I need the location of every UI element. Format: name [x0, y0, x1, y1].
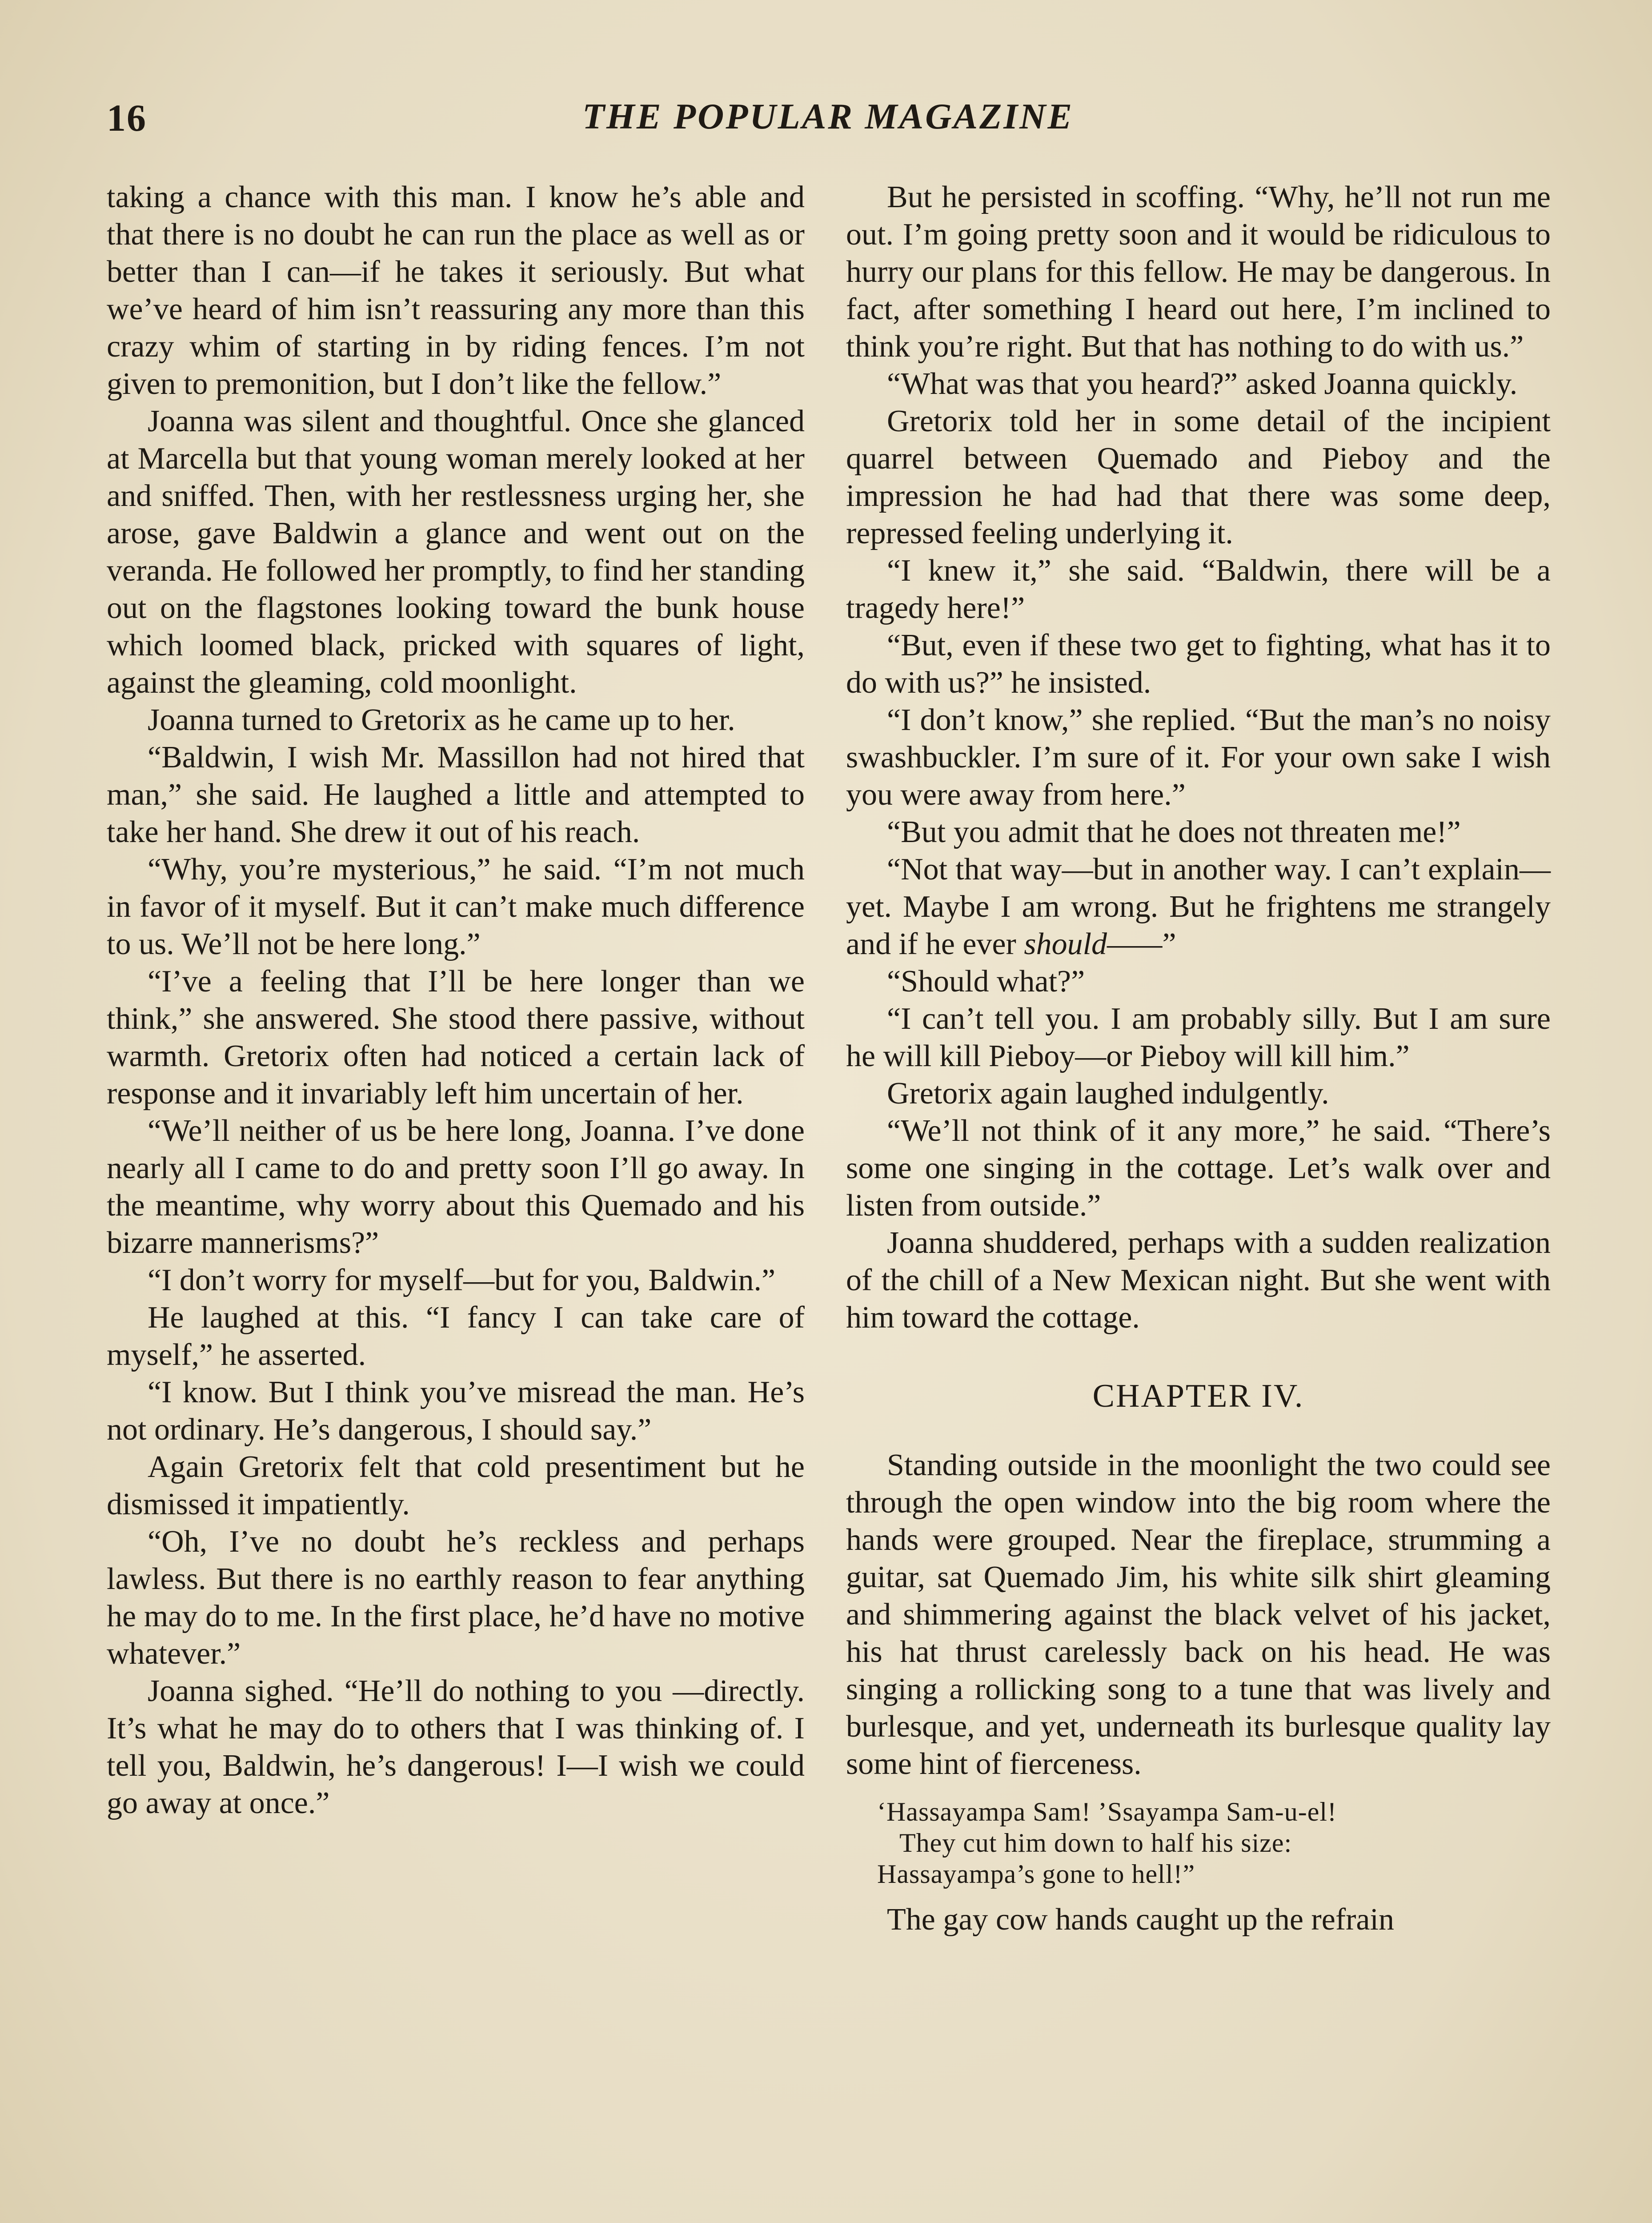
- page-header: [107, 96, 1549, 144]
- right-column: [846, 179, 1551, 1938]
- paragraph-text: ”: [1162, 927, 1176, 961]
- paragraph-text: “I knew it,” she said. “Baldwin, there will be a tragedy here!”: [846, 554, 1551, 625]
- paragraph: [846, 552, 1551, 627]
- paragraph: [107, 179, 805, 403]
- paragraph: [107, 1523, 805, 1673]
- left-column: [107, 179, 805, 1822]
- paragraph-text: Gretorix again laughed indulgently.: [887, 1076, 1329, 1111]
- paragraph: [846, 702, 1551, 814]
- verse-line: Hassayampa’s gone to hell!”: [877, 1859, 1195, 1889]
- paragraph-text: “Oh, I’ve no doubt he’s reckless and perhaps lawless. But there is no earthly reason to fear anything he may do to me. In the first place, he’d have no motive whatever.”: [107, 1525, 805, 1671]
- paragraph-text: Joanna was silent and thoughtful. Once she glanced at Marcella but that young woman merely looked at her and sniffed. Then, with her restlessness urging her, she arose, gave Baldwin a glance and went out on the veranda. He followed her promptly, to find her standing out on the flagstones looking toward the bunk house which loomed black, pricked with squares of light, against the gleaming, cold moonlight.: [107, 404, 805, 700]
- paragraph: [107, 851, 805, 963]
- paragraph-text: “Should what?”: [887, 964, 1085, 999]
- paragraph: [107, 1374, 805, 1449]
- paragraph-text: “But you admit that he does not threaten me!”: [887, 815, 1461, 849]
- right-column-paragraphs: [846, 179, 1551, 1336]
- paragraph-text: “I don’t know,” she replied. “But the man’s no noisy swashbuckler. I’m sure of it. For your own sake I wish you were away from here.”: [846, 703, 1551, 812]
- verse-line: ‘Hassayampa Sam! ’Ssayampa Sam-u-el!: [877, 1797, 1337, 1826]
- paragraph: [107, 1299, 805, 1374]
- paragraph-text: “I know. But I think you’ve misread the man. He’s not ordinary. He’s dangerous, I should say.”: [107, 1375, 805, 1447]
- paragraph-text: “Not that way—but in another way. I can’t explain—yet. Maybe I am wrong. But he frightens me strangely and if he ever: [846, 852, 1551, 961]
- paragraph: [107, 1673, 805, 1822]
- paragraph: [846, 1224, 1551, 1336]
- paragraph-text: “We’ll neither of us be here long, Joanna. I’ve done nearly all I came to do and pretty soon I’ll go away. In the meantime, why worry about this Quemado and his bizarre mannerisms?”: [107, 1114, 805, 1260]
- emphasis-text: should——: [1024, 927, 1163, 961]
- song-verse: [877, 1796, 1551, 1890]
- paragraph: [107, 1449, 805, 1523]
- final-line: The gay cow hands caught up the refrain: [887, 1902, 1394, 1937]
- paragraph: [846, 365, 1551, 403]
- chapter-opening-paragraph: Standing outside in the moonlight the two could see through the open window into the big room where the hands were grouped. Near the fireplace, strumming a guitar, sat Quemado Jim, his white silk shirt gleaming and shimmering against the black velvet of his jacket, his hat thrust carelessly back on his head. He was singing a rollicking song to a tune that was lively and burlesque, and yet, underneath its burlesque quality lay some hint of fierceness.: [846, 1448, 1551, 1781]
- paragraph-text: taking a chance with this man. I know he’s able and that there is no doubt he can run the place as well as or better than I can—if he takes it seriously. But what we’ve heard of him isn’t reassuring any more than this crazy whim of starting in by riding fences. I’m not given to premonition, but I don’t like the fellow.”: [107, 180, 805, 401]
- paragraph-text: “I can’t tell you. I am probably silly. But I am sure he will kill Pieboy—or Pieboy will kill him.”: [846, 1002, 1551, 1073]
- paragraph: [846, 963, 1551, 1000]
- paragraph-text: “I’ve a feeling that I’ll be here longer than we think,” she answered. She stood there passive, without warmth. Gretorix often had noticed a certain lack of response and it invariably left him uncertain of her.: [107, 964, 805, 1111]
- paragraph-text: Joanna sighed. “He’ll do nothing to you —directly. It’s what he may do to others that I was thinking of. I tell you, Baldwin, he’s dangerous! I—I wish we could go away at once.”: [107, 1674, 805, 1820]
- paragraph: [846, 627, 1551, 702]
- paragraph: [107, 403, 805, 702]
- paragraph: [846, 403, 1551, 552]
- paragraph: [107, 702, 805, 739]
- paragraph-text: “What was that you heard?” asked Joanna quickly.: [887, 367, 1518, 401]
- paragraph-text: “Why, you’re mysterious,” he said. “I’m not much in favor of it myself. But it can’t make much difference to us. We’ll not be here long.”: [107, 852, 805, 961]
- paragraph-text: He laughed at this. “I fancy I can take care of myself,” he asserted.: [107, 1300, 805, 1372]
- paragraph: [846, 179, 1551, 365]
- paragraph-text: “I don’t worry for myself—but for you, Baldwin.”: [148, 1263, 776, 1297]
- paragraph: [107, 963, 805, 1112]
- paragraph-text: “We’ll not think of it any more,” he said. “There’s some one singing in the cottage. Let’s walk over and listen from outside.”: [846, 1114, 1551, 1223]
- verse-line: They cut him down to half his size:: [899, 1828, 1292, 1858]
- paragraph: [846, 1075, 1551, 1112]
- paragraph: [107, 739, 805, 851]
- paragraph-text: Again Gretorix felt that cold presentiment but he dismissed it impatiently.: [107, 1450, 805, 1521]
- paragraph-text: Joanna shuddered, perhaps with a sudden realization of the chill of a New Mexican night. But she went with him toward the cottage.: [846, 1226, 1551, 1335]
- page-number: 16: [107, 96, 147, 139]
- running-title: THE POPULAR MAGAZINE: [582, 96, 1074, 136]
- chapter-heading: CHAPTER IV.: [1092, 1378, 1304, 1414]
- paragraph: [846, 851, 1551, 963]
- paragraph: [846, 1112, 1551, 1224]
- paragraph: [846, 1000, 1551, 1075]
- paragraph-text: “But, even if these two get to fighting, what has it to do with us?” he insisted.: [846, 628, 1551, 700]
- paragraph: [846, 814, 1551, 851]
- paragraph-text: Gretorix told her in some detail of the incipient quarrel between Quemado and Pieboy and the impression he had had that there was some deep, repressed feeling underlying it.: [846, 404, 1551, 550]
- paragraph: [107, 1112, 805, 1262]
- paragraph-text: But he persisted in scoffing. “Why, he’ll not run me out. I’m going pretty soon and it would be ridiculous to hurry our plans for this fellow. He may be dangerous. In fact, after something I heard out here, I’m inclined to think you’re right. But that has nothing to do with us.”: [846, 180, 1551, 364]
- paragraph-text: Joanna turned to Gretorix as he came up to her.: [148, 703, 735, 737]
- paragraph-text: “Baldwin, I wish Mr. Massillon had not hired that man,” she said. He laughed a little and attempted to take her hand. She drew it out of his reach.: [107, 740, 805, 849]
- paragraph: [107, 1262, 805, 1299]
